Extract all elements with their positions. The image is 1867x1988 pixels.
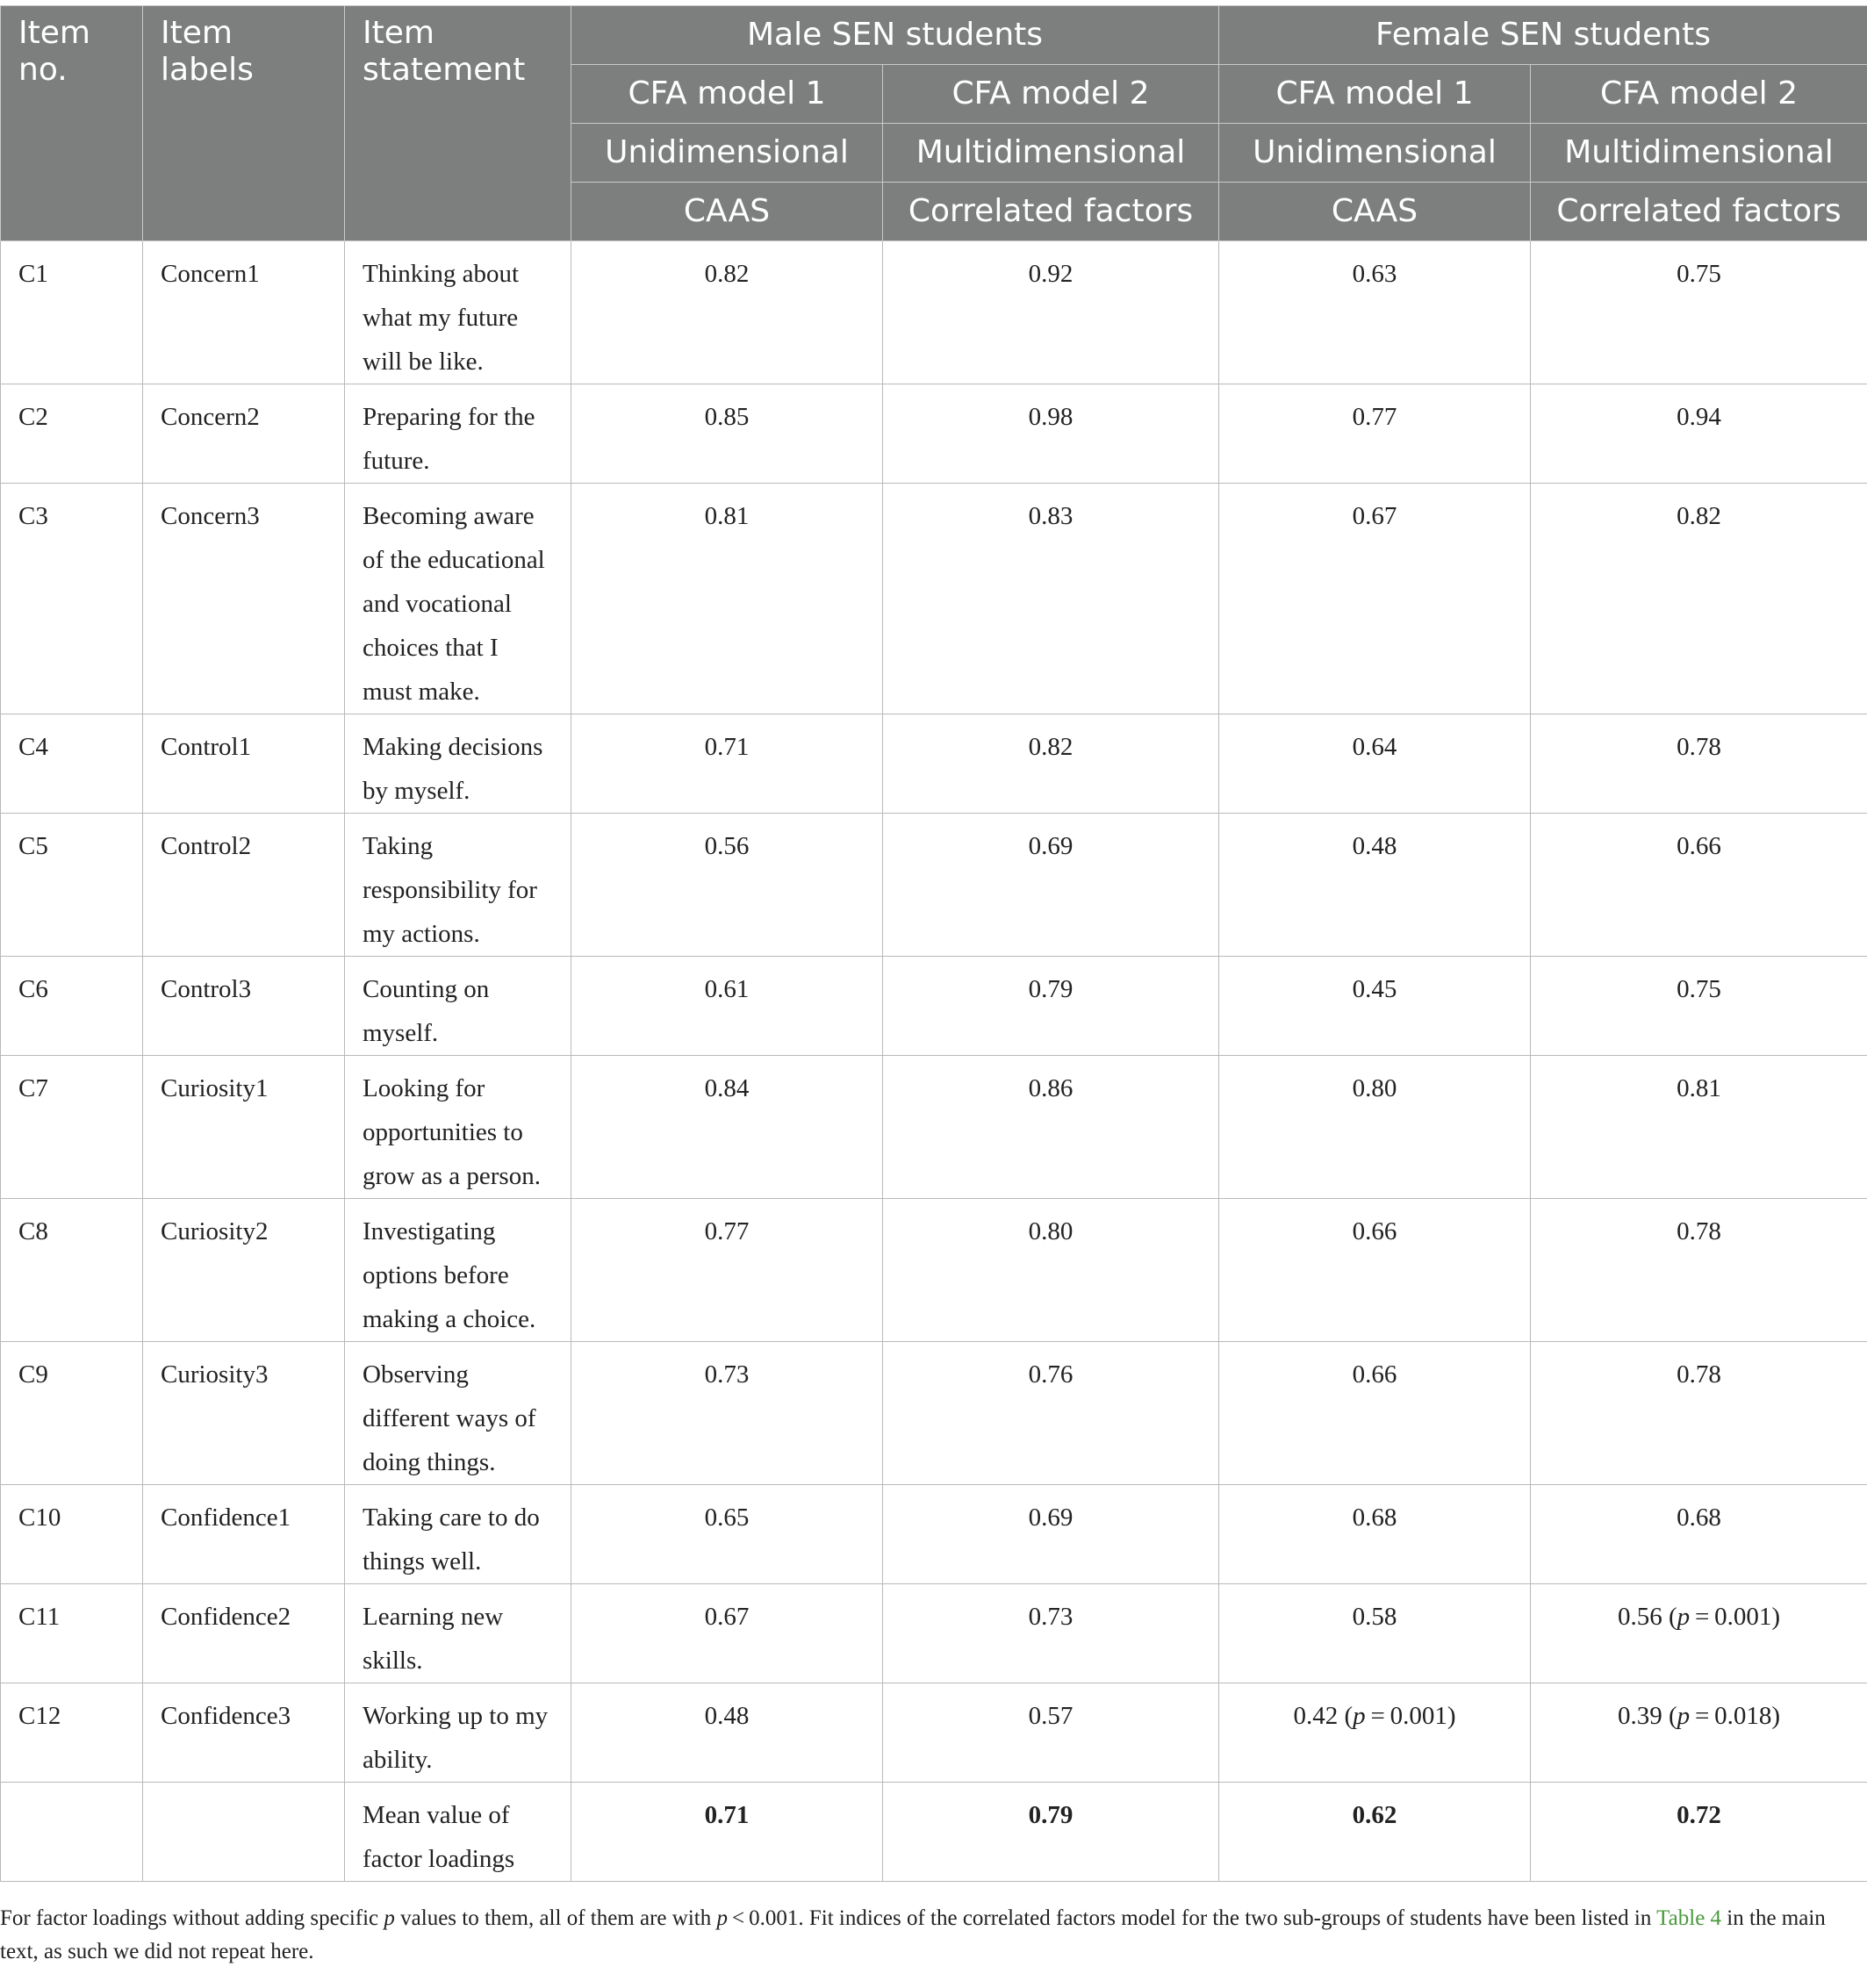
item-statement-cell: Looking for opportunities to grow as a person. <box>345 1056 571 1199</box>
table-row <box>1 484 1867 714</box>
female-model2-cell: 0.78 <box>1531 714 1867 814</box>
female-model2-cell: 0.94 <box>1531 384 1867 484</box>
female-model2-cell: 0.78 <box>1531 1342 1867 1485</box>
mean-female-model1: 0.62 <box>1219 1783 1531 1882</box>
item-no-cell: C12 <box>1 1683 143 1783</box>
item-statement-cell: Learning new skills. <box>345 1584 571 1683</box>
female-model1-cell: 0.66 <box>1219 1342 1531 1485</box>
item-statement-cell: Taking care to do things well. <box>345 1485 571 1584</box>
footnote-text-2: values to them, all of them are with <box>394 1906 717 1930</box>
header-female-multidimensional: Multidimensional <box>1531 124 1867 183</box>
male-model2-cell: 0.82 <box>883 714 1219 814</box>
item-no-cell: C8 <box>1 1199 143 1342</box>
male-model2-cell: 0.92 <box>883 241 1219 384</box>
header-male-caas: CAAS <box>571 183 883 241</box>
item-no-cell: C11 <box>1 1584 143 1683</box>
item-statement-cell: Working up to my ability. <box>345 1683 571 1783</box>
male-model1-cell: 0.82 <box>571 241 883 384</box>
table-row <box>1 814 1867 957</box>
header-female-correlated: Correlated factors <box>1531 183 1867 241</box>
item-statement-cell: Investigating options before making a choice. <box>345 1199 571 1342</box>
item-statement-cell: Becoming aware of the educational and vocational choices that I must make. <box>345 484 571 714</box>
header-male-model2: CFA model 2 <box>883 65 1219 124</box>
item-label-cell: Confidence2 <box>143 1584 345 1683</box>
male-model1-cell: 0.65 <box>571 1485 883 1584</box>
header-male-multidimensional: Multidimensional <box>883 124 1219 183</box>
item-no-cell: C1 <box>1 241 143 384</box>
female-model2-cell: 0.81 <box>1531 1056 1867 1199</box>
item-label-cell: Control3 <box>143 957 345 1056</box>
footnote-text-1: For factor loadings without adding specific <box>0 1906 384 1930</box>
cfa-table-container <box>0 5 1867 1882</box>
table-row <box>1 1056 1867 1199</box>
factor-loadings-table <box>0 5 1867 1882</box>
p-symbol: p <box>1677 1702 1691 1730</box>
male-model2-cell: 0.69 <box>883 1485 1219 1584</box>
table-row <box>1 1199 1867 1342</box>
header-male-model1: CFA model 1 <box>571 65 883 124</box>
table-row <box>1 241 1867 384</box>
header-item-statement: Item statement <box>345 6 571 241</box>
mean-row-empty-no <box>1 1783 143 1882</box>
table-row <box>1 1683 1867 1783</box>
male-model1-cell: 0.81 <box>571 484 883 714</box>
male-model2-cell: 0.69 <box>883 814 1219 957</box>
item-statement-cell: Making decisions by myself. <box>345 714 571 814</box>
mean-row-empty-label <box>143 1783 345 1882</box>
item-statement-cell: Taking responsibility for my actions. <box>345 814 571 957</box>
item-label-cell: Confidence3 <box>143 1683 345 1783</box>
male-model2-cell: 0.73 <box>883 1584 1219 1683</box>
table-body <box>1 241 1867 1882</box>
female-model1-cell: 0.45 <box>1219 957 1531 1056</box>
header-male-group: Male SEN students <box>571 6 1219 65</box>
item-label-cell: Curiosity3 <box>143 1342 345 1485</box>
table-4-link[interactable]: Table 4 <box>1656 1906 1722 1930</box>
item-label-cell: Control2 <box>143 814 345 957</box>
female-model1-cell: 0.77 <box>1219 384 1531 484</box>
item-no-cell: C7 <box>1 1056 143 1199</box>
male-model2-cell: 0.76 <box>883 1342 1219 1485</box>
item-no-cell: C3 <box>1 484 143 714</box>
mean-row-statement: Mean value of factor loadings <box>345 1783 571 1882</box>
male-model2-cell: 0.79 <box>883 957 1219 1056</box>
female-model1-cell: 0.66 <box>1219 1199 1531 1342</box>
table-row <box>1 1485 1867 1584</box>
p-symbol: p <box>1353 1702 1366 1730</box>
item-label-cell: Control1 <box>143 714 345 814</box>
female-model2-cell: 0.66 <box>1531 814 1867 957</box>
table-row <box>1 1342 1867 1485</box>
female-model2-cell: 0.82 <box>1531 484 1867 714</box>
female-model2-cell: 0.75 <box>1531 241 1867 384</box>
male-model1-cell: 0.56 <box>571 814 883 957</box>
female-model2-cell: 0.39 (p = 0.018) <box>1531 1683 1867 1783</box>
female-model2-cell: 0.75 <box>1531 957 1867 1056</box>
female-model1-cell: 0.42 (p = 0.001) <box>1219 1683 1531 1783</box>
female-model1-cell: 0.67 <box>1219 484 1531 714</box>
male-model1-cell: 0.48 <box>571 1683 883 1783</box>
header-male-unidimensional: Unidimensional <box>571 124 883 183</box>
female-model2-cell: 0.68 <box>1531 1485 1867 1584</box>
female-model2-cell: 0.56 (p = 0.001) <box>1531 1584 1867 1683</box>
female-model1-cell: 0.64 <box>1219 714 1531 814</box>
mean-female-model2: 0.72 <box>1531 1783 1867 1882</box>
item-no-cell: C5 <box>1 814 143 957</box>
male-model2-cell: 0.57 <box>883 1683 1219 1783</box>
male-model1-cell: 0.84 <box>571 1056 883 1199</box>
footnote-p-symbol-2: p <box>716 1906 728 1930</box>
header-female-model1: CFA model 1 <box>1219 65 1531 124</box>
table-row <box>1 384 1867 484</box>
item-statement-cell: Observing different ways of doing things. <box>345 1342 571 1485</box>
table-row <box>1 957 1867 1056</box>
table-row <box>1 714 1867 814</box>
mean-male-model1: 0.71 <box>571 1783 883 1882</box>
header-female-caas: CAAS <box>1219 183 1531 241</box>
item-no-cell: C6 <box>1 957 143 1056</box>
female-model2-cell: 0.78 <box>1531 1199 1867 1342</box>
male-model2-cell: 0.86 <box>883 1056 1219 1199</box>
item-no-cell: C9 <box>1 1342 143 1485</box>
male-model2-cell: 0.83 <box>883 484 1219 714</box>
footnote-p-symbol-1: p <box>384 1906 395 1930</box>
female-model1-cell: 0.58 <box>1219 1584 1531 1683</box>
item-statement-cell: Preparing for the future. <box>345 384 571 484</box>
item-label-cell: Confidence1 <box>143 1485 345 1584</box>
male-model1-cell: 0.85 <box>571 384 883 484</box>
item-statement-cell: Counting on myself. <box>345 957 571 1056</box>
mean-male-model2: 0.79 <box>883 1783 1219 1882</box>
header-item-labels: Item labels <box>143 6 345 241</box>
male-model2-cell: 0.80 <box>883 1199 1219 1342</box>
header-female-unidimensional: Unidimensional <box>1219 124 1531 183</box>
male-model2-cell: 0.98 <box>883 384 1219 484</box>
female-model1-cell: 0.63 <box>1219 241 1531 384</box>
header-female-group: Female SEN students <box>1219 6 1867 65</box>
table-row <box>1 1584 1867 1683</box>
item-no-cell: C4 <box>1 714 143 814</box>
male-model1-cell: 0.77 <box>571 1199 883 1342</box>
male-model1-cell: 0.67 <box>571 1584 883 1683</box>
header-male-correlated: Correlated factors <box>883 183 1219 241</box>
p-symbol: p <box>1677 1603 1691 1631</box>
male-model1-cell: 0.71 <box>571 714 883 814</box>
item-label-cell: Concern2 <box>143 384 345 484</box>
item-label-cell: Curiosity1 <box>143 1056 345 1199</box>
header-female-model2: CFA model 2 <box>1531 65 1867 124</box>
female-model1-cell: 0.48 <box>1219 814 1531 957</box>
item-no-cell: C2 <box>1 384 143 484</box>
item-label-cell: Curiosity2 <box>143 1199 345 1342</box>
female-model1-cell: 0.68 <box>1219 1485 1531 1584</box>
male-model1-cell: 0.61 <box>571 957 883 1056</box>
header-item-no: Item no. <box>1 6 143 241</box>
footnote-text-4: in the main text, as such we did not repeat here. <box>0 1906 1826 1963</box>
item-label-cell: Concern1 <box>143 241 345 384</box>
item-statement-cell: Thinking about what my future will be like. <box>345 241 571 384</box>
female-model1-cell: 0.80 <box>1219 1056 1531 1199</box>
male-model1-cell: 0.73 <box>571 1342 883 1485</box>
footnote-text-3: < 0.001. Fit indices of the correlated factors model for the two sub-groups of students have been listed in <box>727 1906 1657 1930</box>
mean-row <box>1 1783 1867 1882</box>
table-header <box>1 6 1867 241</box>
table-footnote <box>0 1902 1867 1969</box>
item-no-cell: C10 <box>1 1485 143 1584</box>
item-label-cell: Concern3 <box>143 484 345 714</box>
